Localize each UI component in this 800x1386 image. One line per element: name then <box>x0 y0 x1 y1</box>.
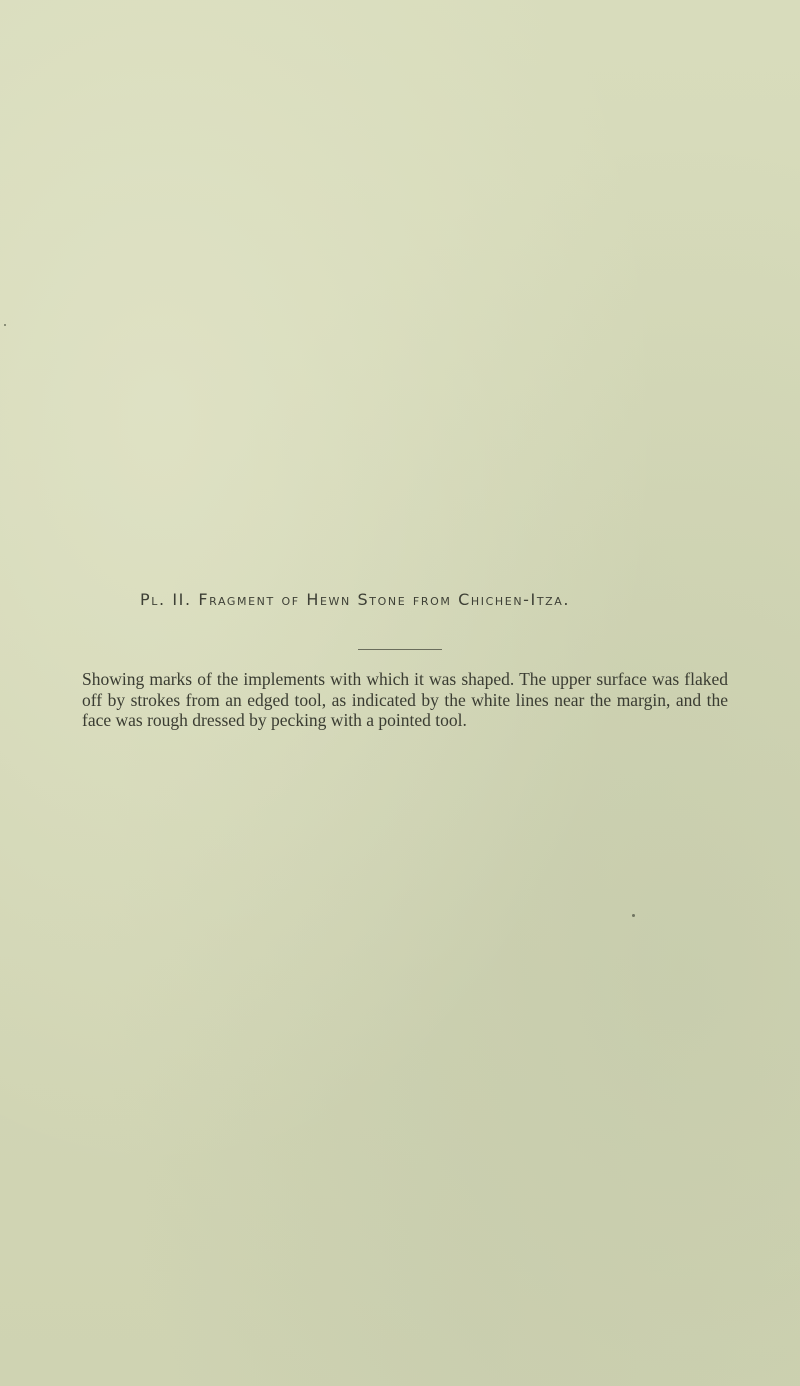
paper-speck <box>4 324 6 326</box>
plate-caption: Showing marks of the implements with which it was shaped. The upper surface was flaked off by strokes from an edged tool, as indicated by the white lines near the margin, and the face was rough dressed by pecking with a pointed tool. <box>82 669 728 730</box>
plate-title: Pl. II. Fragment of Hewn Stone from Chichen-Itza. <box>140 590 571 609</box>
divider-rule <box>358 649 442 650</box>
paper-speck <box>632 914 635 917</box>
